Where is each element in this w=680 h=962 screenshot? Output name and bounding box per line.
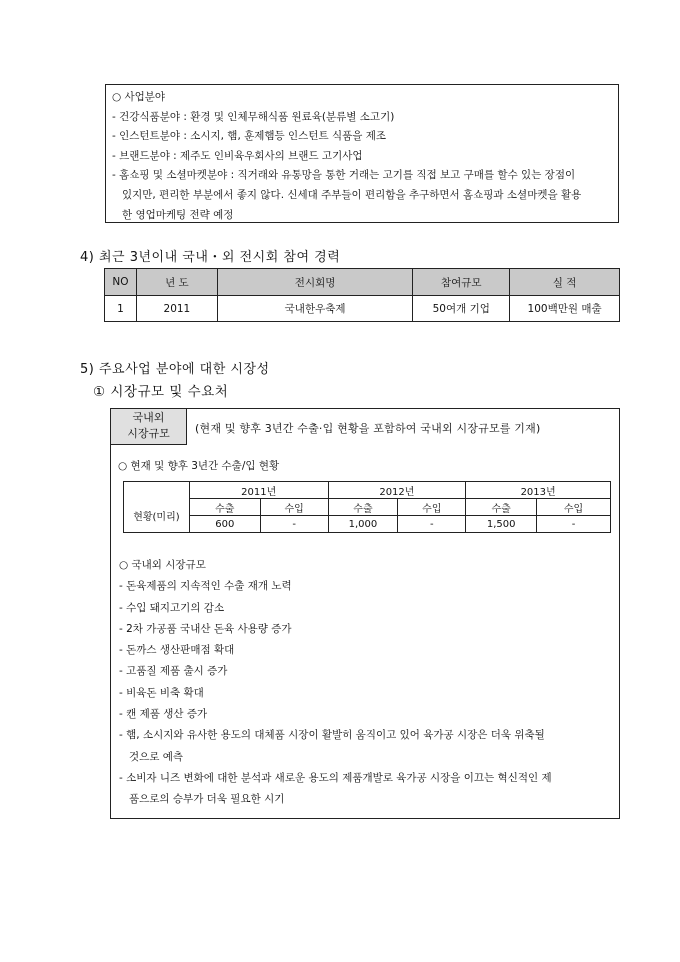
section5-subtitle: ① 시장규모 및 수요처 [93, 384, 229, 400]
list-item: - 캔 제품 생산 증가 [119, 708, 208, 721]
column-header: 참여규모 [413, 269, 510, 296]
table-cell: 600 [189, 516, 260, 533]
table-row [124, 516, 611, 533]
list-item: - 고품질 제품 출시 증가 [119, 665, 228, 678]
market-header: ○ 국내외 시장규모 [119, 559, 206, 571]
trade-status-table [123, 481, 611, 533]
list-item: - 돈육제품의 지속적인 수출 재개 노력 [119, 580, 292, 593]
column-header: 전시회명 [217, 269, 413, 296]
column-header: 실 적 [510, 269, 620, 296]
market-size-tag [111, 409, 187, 445]
column-header: NO [105, 269, 137, 296]
business-area-box [105, 84, 619, 223]
business-line: - 인스턴트분야 : 소시지, 햄, 훈제햄등 인스턴트 식품을 제조 [112, 130, 386, 143]
market-list [119, 555, 552, 811]
year-header: 2011년 [189, 482, 328, 499]
tag-note: (현재 및 향후 3년간 수출·입 현황을 포함하여 국내외 시장규모를 기재) [195, 422, 541, 435]
table-cell: 1,000 [328, 516, 398, 533]
section4-title: 4) 최근 3년이내 국내・외 전시회 참여 경력 [80, 250, 341, 265]
list-item: - 소비자 니즈 변화에 대한 분석과 새로운 용도의 제품개발로 육가공 시장을 이끄는 혁신적인 제 [119, 771, 552, 784]
table-cell: - [260, 516, 328, 533]
table-cell: 1,500 [466, 516, 537, 533]
table-cell: 1 [105, 296, 137, 322]
market-size-box [110, 408, 620, 819]
column-header: 년 도 [136, 269, 217, 296]
sub-header: 수출 [189, 499, 260, 516]
status-header: ○ 현재 및 향후 3년간 수출/입 현황 [118, 460, 280, 472]
year-header: 2013년 [466, 482, 611, 499]
list-item: 품으로의 승부가 더욱 필요한 시기 [129, 793, 285, 806]
table-cell [124, 482, 190, 499]
list-item: - 비육돈 비축 확대 [119, 686, 204, 699]
tag-line: 국내외 [132, 411, 165, 424]
list-item: 것으로 예측 [129, 750, 184, 763]
list-item: - 수입 돼지고기의 감소 [119, 601, 225, 614]
table-cell: 국내한우축제 [217, 296, 413, 322]
sub-header: 수입 [260, 499, 328, 516]
table-cell: 2011 [136, 296, 217, 322]
list-item: - 돈까스 생산판매점 확대 [119, 644, 235, 657]
sub-header: 수출 [328, 499, 398, 516]
tag-line: 시장규모 [127, 427, 170, 440]
table-header-row [105, 269, 620, 296]
business-line: - 홈쇼핑 및 소셜마켓분야 : 직거래와 유통망을 통한 거래는 고기를 직접 보고 구매를 할수 있는 장점이 [112, 169, 576, 182]
section5-title: 5) 주요사업 분야에 대한 시장성 [80, 362, 270, 377]
sub-header-row [124, 499, 611, 516]
sub-header: 수입 [398, 499, 466, 516]
business-line: 있지만, 편리한 부분에서 좋지 않다. 신세대 주부들이 편리함을 추구하면서 홈쇼핑과 소셜마켓을 활용 [122, 188, 582, 201]
business-line: - 건강식품분야 : 환경 및 인체무해식품 원료육(분류별 소고기) [112, 110, 395, 123]
table-cell: - [537, 516, 611, 533]
list-item: - 2차 가공품 국내산 돈육 사용량 증가 [119, 622, 292, 635]
year-header: 2012년 [328, 482, 466, 499]
table-cell: 100백만원 매출 [510, 296, 620, 322]
table-row [105, 296, 620, 322]
exhibition-table [104, 268, 620, 322]
table-cell: 50여개 기업 [413, 296, 510, 322]
business-line: 한 영업마케팅 전략 예정 [122, 208, 234, 221]
sub-header: 수출 [466, 499, 537, 516]
year-header-row [124, 482, 611, 499]
row-label: 현황(미리) [124, 499, 190, 533]
business-line: - 브랜드분야 : 제주도 인비육우회사의 브랜드 고기사업 [112, 149, 363, 162]
list-item: - 햄, 소시지와 유사한 용도의 대체품 시장이 활발히 움직이고 있어 육가공 시장은 더욱 위축될 [119, 729, 545, 742]
business-area-header: ○ 사업분야 [112, 91, 166, 103]
table-cell: - [398, 516, 466, 533]
sub-header: 수입 [537, 499, 611, 516]
